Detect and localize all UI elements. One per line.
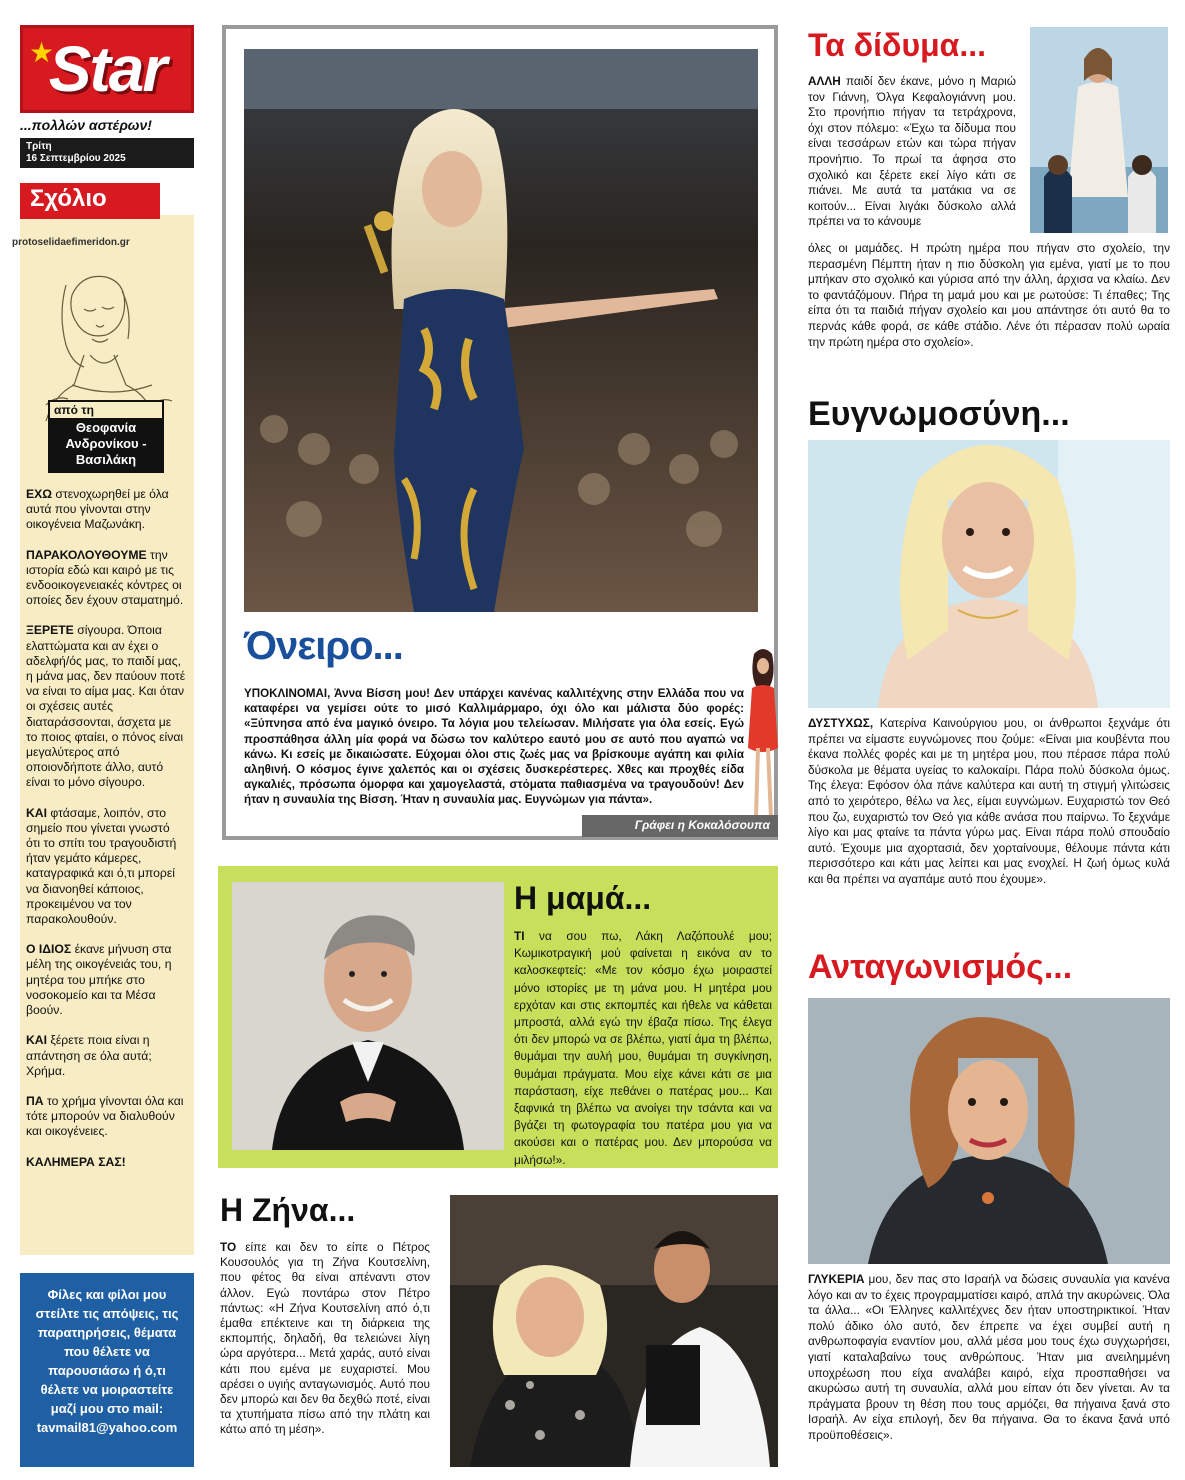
main-story-frame <box>222 25 778 840</box>
column-paragraph: Ο ΙΔΙΟΣ έκανε μήνυση στα μέλη της οικογένειάς του, η μητέρα του μπήκε στο νοσοκομείο και τα Μέσα βοούν. <box>26 942 172 1018</box>
twins-story-text: ΑΛΛΗ παιδί δεν έκανε, μόνο η Μαριώ τον Γιάννη, Όλγα Κεφαλογιάννη μου. Στο προνήπιο πήγαν τα τετράχρονα, όχι στον πόλεμο: «Έχω τα δίδυμα που είναι τεσσάρων ετών και τώρα πήγαν προνήπιο. Το πρωί τα άφησα στο σχολικό και ξέρετε εκεί λίγο κάτι σε πιάνει. Με αυτά τα ματάκια να σε κοιτούν... Είναι λιγάκι δύσκολο αλλά πρέπει να το κάνουμε <box>808 74 1016 229</box>
mom-story-text: ΤΙ να σου πω, Λάκη Λαζόπουλέ μου; Κωμικοτραγική μού φαίνεται η εικόνα αν το καλοσκεφτείς: «Με τον κόσμο έχω μοιραστεί μόνο ιστορίες με τη μάνα μου. Η μητέρα μου ερχόταν και στις εκπομπές και ήθελε να κάθεται μπροστά, αλλά εγώ την έβαζα πίσω. Της έλεγα ότι δεν μπορώ να σε βλέπω, γιατί άμα τη βλέπω, θυμάμαι την αυλή μου, θυμάμαι τη συγκίνηση, θυμάμαι πράγματα. Μου είχε κάνει κάτι σε μια παράσταση, είχε πεθάνει ο πατέρας μου... Και ξαφνικά τη βλέπω να ανοίγει την τσάντα και να βγάζει τη φωτογραφία του πατέρα μου για να ακούσει και ο πατέρας μου. Δεν μπορούσα να μιλήσω!». <box>514 929 772 1167</box>
columnist-illustration <box>746 644 780 834</box>
kefalogianni-photo <box>1030 27 1168 233</box>
main-headline: Όνειρο... <box>244 624 403 668</box>
kousoulos-couple-photo <box>450 1195 778 1467</box>
left-column <box>12 25 194 1465</box>
column-paragraph: ΞΕΡΕΤΕ σίγουρα. Όποια ελαττώματα και αν έχει ο αδελφή/ός μας, το παιδί μας, η μάνα μας, δεν παύουν ποτέ να είναι το αίμα μας. Και όταν οι σχέσεις αυτές διαταράσσονται, άσχετα με το ποιος φταίει, ο πόνος είναι μεγαλύτερος από οποιονδήποτε άλλο, αυτό είναι το μόνο σίγουρο. <box>26 623 186 790</box>
lazopoulos-photo <box>232 882 504 1150</box>
gratitude-headline: Ευγνωμοσύνη... <box>808 395 1070 433</box>
section-tag: Σχόλιο <box>20 183 160 219</box>
kainourgiou-photo <box>808 440 1170 708</box>
watermark: protoselidaefimeridon.gr <box>12 237 130 248</box>
column-paragraph: ΠΑ το χρήμα γίνονται όλα και τότε μπορούν να διαλυθούν και οικογένειες. <box>26 1093 184 1139</box>
column-signoff: ΚΑΛΗΜΕΡΑ ΣΑΣ! <box>26 1154 126 1169</box>
star-icon: ★ <box>29 37 55 68</box>
issue-day: Τρίτη <box>26 141 52 152</box>
competition-story-text: ΓΛΥΚΕΡΙΑ μου, δεν πας στο Ισραήλ να δώσεις συναυλία για κανένα λόγο και αν το έχεις προγραμματίσει καιρό, απλά την ακυρώνεις. Όλα τα άλλα... «Οι Έλληνες καλλιτέχνες δεν ήταν υποστηρικτικοί. Ήταν πολύ άδικο όλο αυτό, δεν έπρεπε να έχει συμβεί αυτή η ανθρωποφαγία εναντίον μου, αλλά μέσα μου τους έχω συγχωρήσει, γιατί καταλαβαίνω τους ανθρώπους. Ήταν μια ανειλημμένη υποχρέωση που είχα αναλάβει καιρό, είχα προσπαθήσει να ακυρώσω αυτή τη συναυλία, αλλά μου είπαν ότι δεν γίνεται. Αν τα πράγματα βρουν τη θέση που τους αρμόζει, θα πήγαινα ξανά στο Ισραήλ. Αν είχα επιλογή, δεν θα πήγαινα. Θα το έκανα ξανά υπό προϋποθέσεις». <box>808 1272 1170 1442</box>
zena-story-text: ΤΟ είπε και δεν το είπε ο Πέτρος Κουσουλός για τη Ζήνα Κουτσελίνη, που φέτος θα είναι απέναντι στον άλλον. Εγώ ποντάρω στον Πέτρο πάντως: «Η Ζήνα Κουτσελίνη από ό,τι έμαθα επέκτεινε και τη διάρκεια της εκπομπής, δηλαδή, θα τελειώνει λίγη ώρα αργότερα... Μετά χαράς, αυτό είναι κάτι που εμένα με ευχαριστεί. Μου αρέσει ο υγιής ανταγωνισμός. Αυτό που δεν μπορώ και δεν θα δεχθώ ποτέ, είναι τα χτυπήματα πίσω από την πλάτη και κάτω από τη μέση». <box>220 1240 430 1437</box>
byline-name: Θεοφανία Ανδρονίκου - Βασιλάκη <box>50 418 162 471</box>
column-paragraph: ΚΑΙ ξέρετε ποια είναι η απάντηση σε όλα αυτά; Χρήμα. <box>26 1033 152 1078</box>
concert-photo <box>244 49 758 612</box>
column-text <box>26 487 186 1185</box>
column-paragraph: ΕΧΩ στενοχωρηθεί με όλα αυτά που γίνονται στην οικογένεια Μαζωνάκη. <box>26 487 169 532</box>
mom-headline: Η μαμά... <box>514 880 652 916</box>
reader-mail-box: Φίλες και φίλοι μου στείλτε τις απόψεις, τις παρατηρήσεις, θέματα που θέλετε να παρουσιάσω ή ό,τι θέλετε να μοιραστείτε μαζί μου στο mail: tavmail81@yahoo.com <box>20 1273 194 1467</box>
twins-story-text-continued: όλες οι μαμάδες. Η πρώτη ημέρα που πήγαν στο σχολείο, την περασμένη Πέμπτη ήταν η πιο δύσκολη για εμένα, γιατί με το που μπήκαν στο σχολικό και γύρισα από την άλλη, άρχισα να κλαίω. Δεν το φαντάζόμουν. Πήρα τη μαμά μου και με ρωτούσε: Τι έπαθες; Της είπα ότι τα παιδιά πήγαν σχολείο και μου απάντησε ότι αυτό θα το περνάς κάθε φορά, σε κάθε στάδιο. Λένε ότι πέρασαν πολύ ωραία την πρώτη ημέρα στο σχολείο». <box>808 241 1170 349</box>
competition-headline: Ανταγωνισμός... <box>808 948 1073 986</box>
byline-prefix: από τη <box>54 403 94 417</box>
gratitude-story-text: ΔΥΣΤΥΧΩΣ, Κατερίνα Καινούργιου μου, οι άνθρωποι ξεχνάμε ότι πρέπει να είμαστε ευγνώμονες που ζούμε: «Είναι μια κουβέντα που έκανα πολλές φορές και με τη μητέρα μου, που πέρασε πάρα πολύ δύσκολα με θέματα υγείας το καλοκαίρι. Πάρα πολύ δύσκολα όμως. Της έλεγα: Εφόσον όλα πάνε καλύτερα και αυτή τη στιγμή γλιτώσεις από το χειρότερο, θέλω να λες, είμαι ευγνώμων. Ευχαριστώ τον Θεό που ζω, ευχαριστώ τον Θεό για κάθε ανάσα που παίρνω. Το ξεχνάμε λίγο και μας φταίνε τα πάντα γύρω μας. Είναι πάρα πολύ σπουδαίο αυτό. Έχουμε μια αχορτασιά, δεν χορταίνουμε, θέλουμε πάντα κάτι περισσότερο και κάτι μας λείπει και μας ενοχλεί. Η ζωή όμως κυλά και θα πρέπει να αγαπάμε αυτό που έχουμε». <box>808 716 1170 886</box>
column-paragraph: ΠΑΡΑΚΟΛΟΥΘΟΥΜΕ την ιστορία εδώ και καιρό με τις ενδοοικογενειακές κόντρες οι οποίες δεν έχουν σταματημό. <box>26 547 184 608</box>
star-logo <box>20 25 194 113</box>
zena-headline: Η Ζήνα... <box>220 1192 356 1228</box>
mom-story-box <box>218 866 778 1168</box>
twins-headline: Τα δίδυμα... <box>808 27 986 63</box>
column-paragraph: ΚΑΙ φτάσαμε, λοιπόν, στο σημείο που γίνεται γνωστό ότι το σπίτι του τραγουδιστή ήταν γεμάτο κάμερες, καταγραφικά και ό,τι μπορεί να διανοηθεί κάποιος, προκειμένου να τον παρακολουθούν. <box>26 805 177 927</box>
glykeria-photo <box>808 998 1170 1264</box>
byline-box <box>48 400 164 473</box>
date-box <box>20 138 194 168</box>
author-credit: Γράφει η Κοκαλόσουπα <box>582 815 778 837</box>
issue-date: 16 Σεπτεμβρίου 2025 <box>26 153 126 164</box>
tagline: ...πολλών αστέρων! <box>20 117 152 133</box>
main-story-text: ΥΠΟΚΛΙΝΟΜΑΙ, Άννα Βίσση μου! Δεν υπάρχει κανένας καλλιτέχνης στην Ελλάδα που να καταφέρει να γεμίσει ούτε το μισό Καλλιμάρμαρο, όχι όλο και μάλιστα δύο φορές: «Ξύπνησα από ένα μαγικό όνειρο. Τα λόγια μου τελείωσαν. Μιλήσατε για όλα εσείς. Εγώ προσπάθησα άλλη μία φορά να δώσω τον καλύτερο εαυτό μου σε αυτό που αγαπώ να κάνω. Κι εσείς με δικαιώσατε. Εύχομαι όλοι στις ζωές μας να βρίσκουμε αγάπη και φιλία αληθινή. Ο κόσμος έγινε χαλεπός και οι σχέσεις δυσκερέστερες. Χθες και προχθές είδα αγκαλιές, πρόσωπα όμορφα και χαμογελαστά, στόματα παθιασμένα να τραγουδούν! Δεν ήταν η συναυλία της Βίσση. Ήταν η συναυλία μας. Ευγνώμων για πάντα». <box>244 687 744 807</box>
logo-text: Star <box>48 33 166 105</box>
